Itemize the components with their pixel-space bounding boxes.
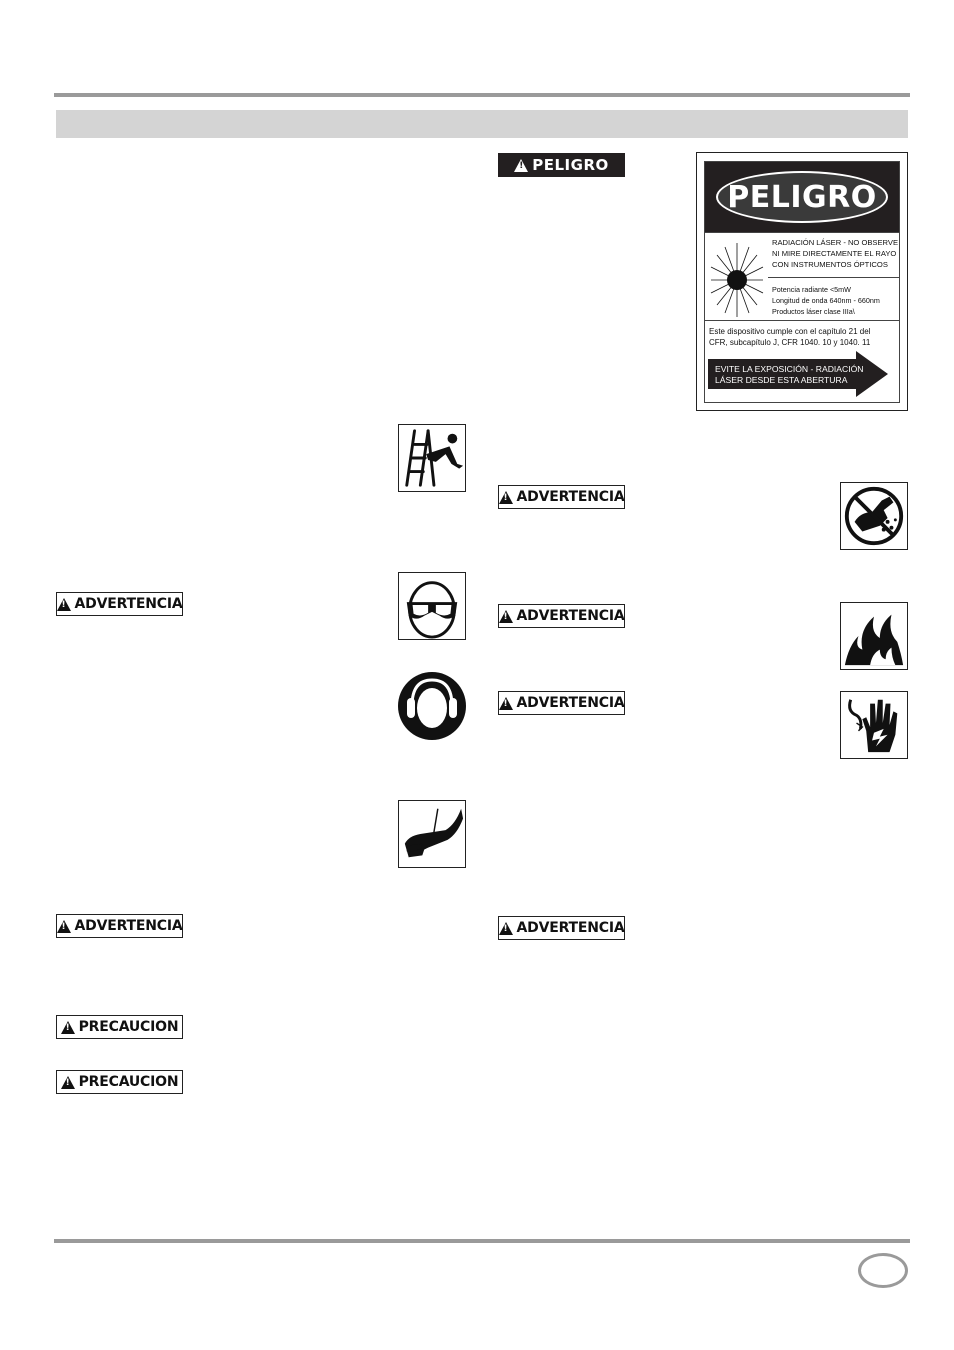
peligro-label [498, 153, 625, 177]
spec-line-3: Productos láser clase IIIa\ [772, 307, 855, 317]
laser-aperture-arrow [708, 351, 896, 398]
hand-injury-icon [398, 800, 466, 868]
peligro-text: PELIGRO [532, 156, 609, 174]
advertencia-text: ADVERTENCIA [74, 918, 183, 934]
warning-triangle-icon [61, 1076, 75, 1089]
laser-radiation-section [705, 232, 899, 277]
footer-rule [54, 1239, 910, 1243]
section-title-band [56, 110, 908, 138]
safety-goggles-icon [398, 572, 466, 640]
ladder-fall-icon [398, 424, 466, 492]
warning-triangle-icon [57, 598, 71, 611]
precaucion-label [56, 1070, 183, 1094]
advertencia-label [498, 604, 625, 628]
radiation-line-1: RADIACIÓN LÁSER - NO OBSERVE [772, 238, 899, 247]
laser-warning-label [696, 152, 908, 411]
no-water-spray-icon [840, 482, 908, 550]
advertencia-label [498, 916, 625, 940]
advertencia-text: ADVERTENCIA [516, 695, 625, 711]
laser-spec-section [768, 277, 899, 320]
advertencia-text: ADVERTENCIA [516, 920, 625, 936]
advertencia-label [498, 485, 625, 509]
compliance-line-2: CFR, subcapítulo J, CFR 1040. 10 y 1040. 11 [709, 338, 871, 348]
ear-protection-icon [398, 672, 466, 740]
warning-triangle-icon [499, 491, 513, 504]
precaucion-text: PRECAUCION [78, 1019, 179, 1035]
spec-line-2: Longitud de onda 640nm - 660nm [772, 296, 880, 306]
advertencia-text: ADVERTENCIA [516, 608, 625, 624]
warning-triangle-icon [499, 697, 513, 710]
language-badge [858, 1253, 908, 1288]
advertencia-label [56, 914, 183, 938]
warning-triangle-icon [514, 159, 528, 172]
aperture-line-2: LÁSER DESDE ESTA ABERTURA [715, 375, 848, 385]
laser-starburst-icon [707, 237, 765, 323]
advertencia-text: ADVERTENCIA [516, 489, 625, 505]
header-rule [54, 93, 910, 97]
advertencia-label [56, 592, 183, 616]
warning-triangle-icon [499, 922, 513, 935]
aperture-line-1: EVITE LA EXPOSICIÓN - RADIACIÓN [715, 364, 864, 374]
warning-triangle-icon [499, 610, 513, 623]
fire-icon [840, 602, 908, 670]
advertencia-label [498, 691, 625, 715]
warning-triangle-icon [61, 1021, 75, 1034]
warning-triangle-icon [57, 920, 71, 933]
spec-line-1: Potencia radiante <5mW [772, 285, 851, 294]
advertencia-text: ADVERTENCIA [74, 596, 183, 612]
laser-compliance-section [705, 320, 899, 352]
compliance-line-1: Este dispositivo cumple con el capítulo 21 del [709, 327, 871, 336]
precaucion-label [56, 1015, 183, 1039]
precaucion-text: PRECAUCION [78, 1074, 179, 1090]
laser-label-title: PELIGRO [716, 171, 888, 223]
radiation-line-2: NI MIRE DIRECTAMENTE EL RAYO [772, 249, 897, 259]
radiation-line-3: CON INSTRUMENTOS ÓPTICOS [772, 260, 888, 270]
electric-shock-icon [840, 691, 908, 759]
laser-label-header [705, 162, 899, 232]
